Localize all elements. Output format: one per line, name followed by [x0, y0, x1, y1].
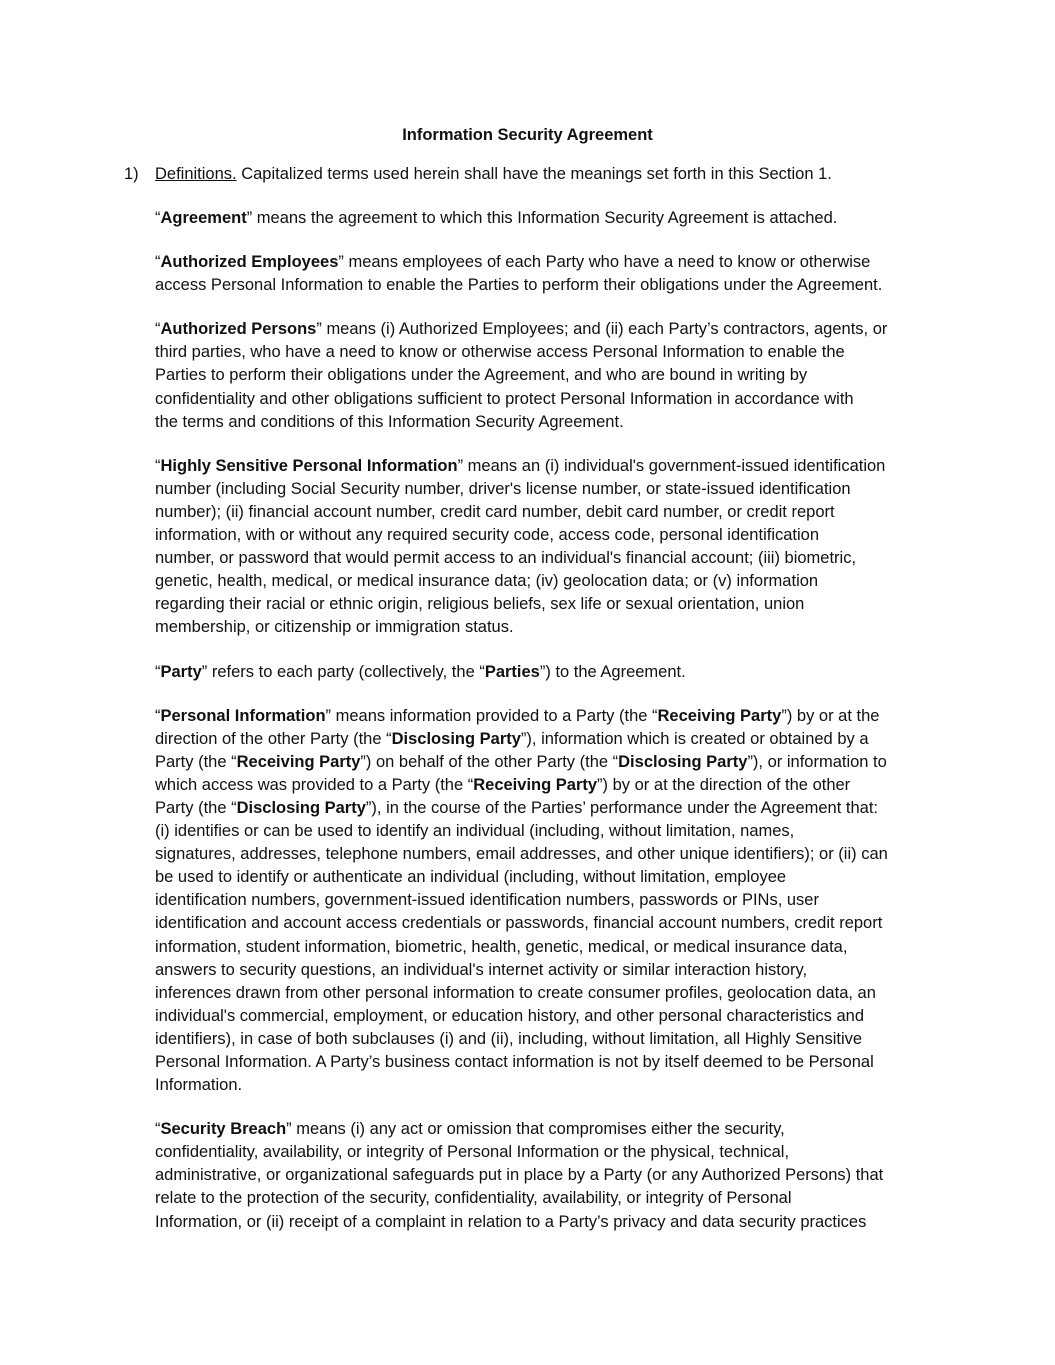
definition-text: Party (the “ [155, 798, 237, 817]
definition-line [155, 661, 945, 684]
definition-text: “ [155, 662, 161, 681]
section-heading-label: Definitions. [155, 165, 237, 183]
definition-line [155, 1187, 945, 1210]
definition-text: answers to security questions, an individual's internet activity or similar interaction history, [155, 960, 808, 979]
definition-party [155, 661, 945, 684]
definition-agreement [155, 207, 945, 230]
defined-term: Disclosing Party [618, 752, 748, 771]
defined-term: Personal Information [160, 706, 326, 725]
defined-term: Disclosing Party [236, 798, 366, 817]
definition-text: membership, or citizenship or immigration status. [155, 618, 514, 637]
definition-line [155, 455, 945, 478]
definitions-list [155, 207, 945, 1255]
definition-text: access Personal Information to enable the Parties to perform their obligations under the Agreement. [155, 276, 883, 295]
definition-personal-information [155, 705, 945, 1098]
definition-line [155, 524, 945, 547]
definition-line [155, 866, 945, 889]
definition-line [155, 364, 945, 387]
definition-authorized-persons [155, 318, 945, 433]
definition-text: which access was provided to a Party (the “ [155, 775, 474, 794]
definition-text: Information. [155, 1076, 243, 1095]
definition-security-breach [155, 1118, 945, 1233]
definition-text: ”), or information to [747, 752, 887, 771]
definition-text: ” means the agreement to which this Information Security Agreement is attached. [246, 209, 838, 227]
definition-text: information, with or without any required security code, access code, personal identification [155, 526, 820, 545]
definition-text: Information, or (ii) receipt of a complaint in relation to a Party’s privacy and data security practices [155, 1212, 867, 1231]
definition-line [155, 478, 945, 501]
definition-line [155, 388, 945, 411]
definition-text: ” means (i) any act or omission that compromises either the security, [286, 1120, 785, 1139]
definition-line [155, 751, 945, 774]
definition-text: ”) to the Agreement. [539, 662, 686, 681]
definition-text: ” means information provided to a Party (the “ [325, 706, 658, 725]
definition-line [155, 843, 945, 866]
defined-term: Agreement [160, 209, 247, 227]
definition-line [155, 959, 945, 982]
defined-term: Disclosing Party [391, 729, 521, 748]
definition-line [155, 318, 945, 341]
definition-text: confidentiality, availability, or integrity of Personal Information or the physical, technical, [155, 1143, 790, 1162]
definition-line [155, 705, 945, 728]
definition-line [155, 274, 945, 297]
definition-text: information, student information, biometric, health, genetic, medical, or medical insurance data, [155, 937, 848, 956]
definition-line [155, 1211, 945, 1234]
definition-text: third parties, who have a need to know or otherwise access Personal Information to enable the [155, 343, 845, 362]
definition-text: administrative, or organizational safeguards put in place by a Party (or any Authorized Persons) that [155, 1166, 884, 1185]
defined-term: Security Breach [160, 1120, 287, 1139]
definition-line [155, 797, 945, 820]
definition-line [155, 547, 945, 570]
definition-text: number, or password that would permit access to an individual's financial account; (iii) biometric, [155, 549, 857, 568]
definition-line [155, 1051, 945, 1074]
defined-term: Receiving Party [473, 775, 598, 794]
definition-line [155, 889, 945, 912]
document-title: Information Security Agreement [402, 126, 653, 144]
definition-text: “ [155, 209, 161, 227]
definition-text: “ [155, 253, 161, 272]
definition-text: individual's commercial, employment, or education history, and other personal characteristics and [155, 1006, 865, 1025]
definition-line [155, 1028, 945, 1051]
definition-line [155, 207, 945, 230]
definition-line [155, 616, 945, 639]
definition-line [155, 251, 945, 274]
definition-text: identifiers), in case of both subclauses (i) and (ii), including, without limitation, all Highly Sensitive [155, 1029, 863, 1048]
definition-line [155, 1164, 945, 1187]
definition-line [155, 982, 945, 1005]
definition-text: “ [155, 320, 161, 339]
defined-term: Receiving Party [657, 706, 782, 725]
defined-term: Party [160, 662, 202, 681]
definition-line [155, 1118, 945, 1141]
defined-term: Parties [484, 662, 540, 681]
definition-line [155, 936, 945, 959]
definition-text: Party (the “ [155, 752, 237, 771]
definition-text: ”) by or at the direction of the other [597, 775, 851, 794]
definition-text: Personal Information. A Party’s business contact information is not by itself deemed to be Personal [155, 1053, 874, 1071]
definition-text: “ [155, 1120, 161, 1139]
definition-text: the terms and conditions of this Information Security Agreement. [155, 412, 624, 431]
definition-text: number (including Social Security number, driver's license number, or state-issued identification [155, 479, 851, 498]
defined-term: Highly Sensitive Personal Information [160, 456, 458, 475]
definition-text: direction of the other Party (the “ [155, 729, 392, 748]
definition-text: ” refers to each party (collectively, the “ [201, 662, 485, 681]
definition-text: confidentiality and other obligations sufficient to protect Personal Information in accordance with [155, 389, 854, 408]
definition-text: “ [155, 456, 161, 475]
definition-text: inferences drawn from other personal information to create consumer profiles, geolocation data, an [155, 983, 876, 1002]
definition-line [155, 820, 945, 843]
definition-text: “ [155, 706, 161, 725]
definition-line [155, 1074, 945, 1097]
definition-text: relate to the protection of the security, confidentiality, availability, or integrity of Personal [155, 1189, 792, 1208]
definition-text: ” means (i) Authorized Employees; and (ii) each Party’s contractors, agents, or [316, 320, 888, 339]
definition-text: number); (ii) financial account number, credit card number, debit card number, or credit report [155, 502, 835, 521]
definition-text: ” means an (i) individual's government-issued identification [457, 456, 886, 475]
definition-text: (i) identifies or can be used to identify an individual (including, without limitation, names, [155, 822, 795, 841]
definition-text: genetic, health, medical, or medical insurance data; (iv) geolocation data; or (v) information [155, 572, 819, 591]
definition-highly-sensitive-personal-information [155, 455, 945, 640]
definition-authorized-employees [155, 251, 945, 297]
definition-text: Parties to perform their obligations under the Agreement, and who are bound in writing by [155, 366, 808, 385]
definition-line [155, 912, 945, 935]
definition-line [155, 593, 945, 616]
definition-line [155, 411, 945, 434]
definition-text: ”) on behalf of the other Party (the “ [360, 752, 619, 771]
definition-line [155, 728, 945, 751]
definition-text: regarding their racial or ethnic origin, religious beliefs, sex life or sexual orientation, union [155, 595, 805, 614]
definition-text: be used to identify or authenticate an individual (including, without limitation, employee [155, 868, 787, 887]
definition-line [155, 1141, 945, 1164]
section-heading [124, 163, 944, 186]
defined-term: Receiving Party [236, 752, 361, 771]
definition-line [155, 501, 945, 524]
definition-text: signatures, addresses, telephone numbers, email addresses, and other unique identifiers); or (ii) can [155, 845, 888, 864]
defined-term: Authorized Persons [160, 320, 317, 339]
definition-text: ”) by or at the [781, 706, 880, 725]
section-number: 1) [124, 165, 139, 183]
definition-line [155, 774, 945, 797]
definition-text: ” means employees of each Party who have a need to know or otherwise [338, 253, 871, 272]
defined-term: Authorized Employees [160, 253, 339, 272]
definition-line [155, 1005, 945, 1028]
definition-text: ”), in the course of the Parties’ performance under the Agreement that: [365, 798, 878, 817]
definition-line [155, 570, 945, 593]
section-intro: Capitalized terms used herein shall have the meanings set forth in this Section 1. [236, 165, 832, 183]
definition-line [155, 341, 945, 364]
definition-text: identification and account access credentials or passwords, financial account numbers, credit report [155, 914, 883, 933]
definition-text: ”), information which is created or obtained by a [520, 729, 869, 748]
definition-text: identification numbers, government-issued identification numbers, passwords or PINs, user [155, 891, 819, 910]
